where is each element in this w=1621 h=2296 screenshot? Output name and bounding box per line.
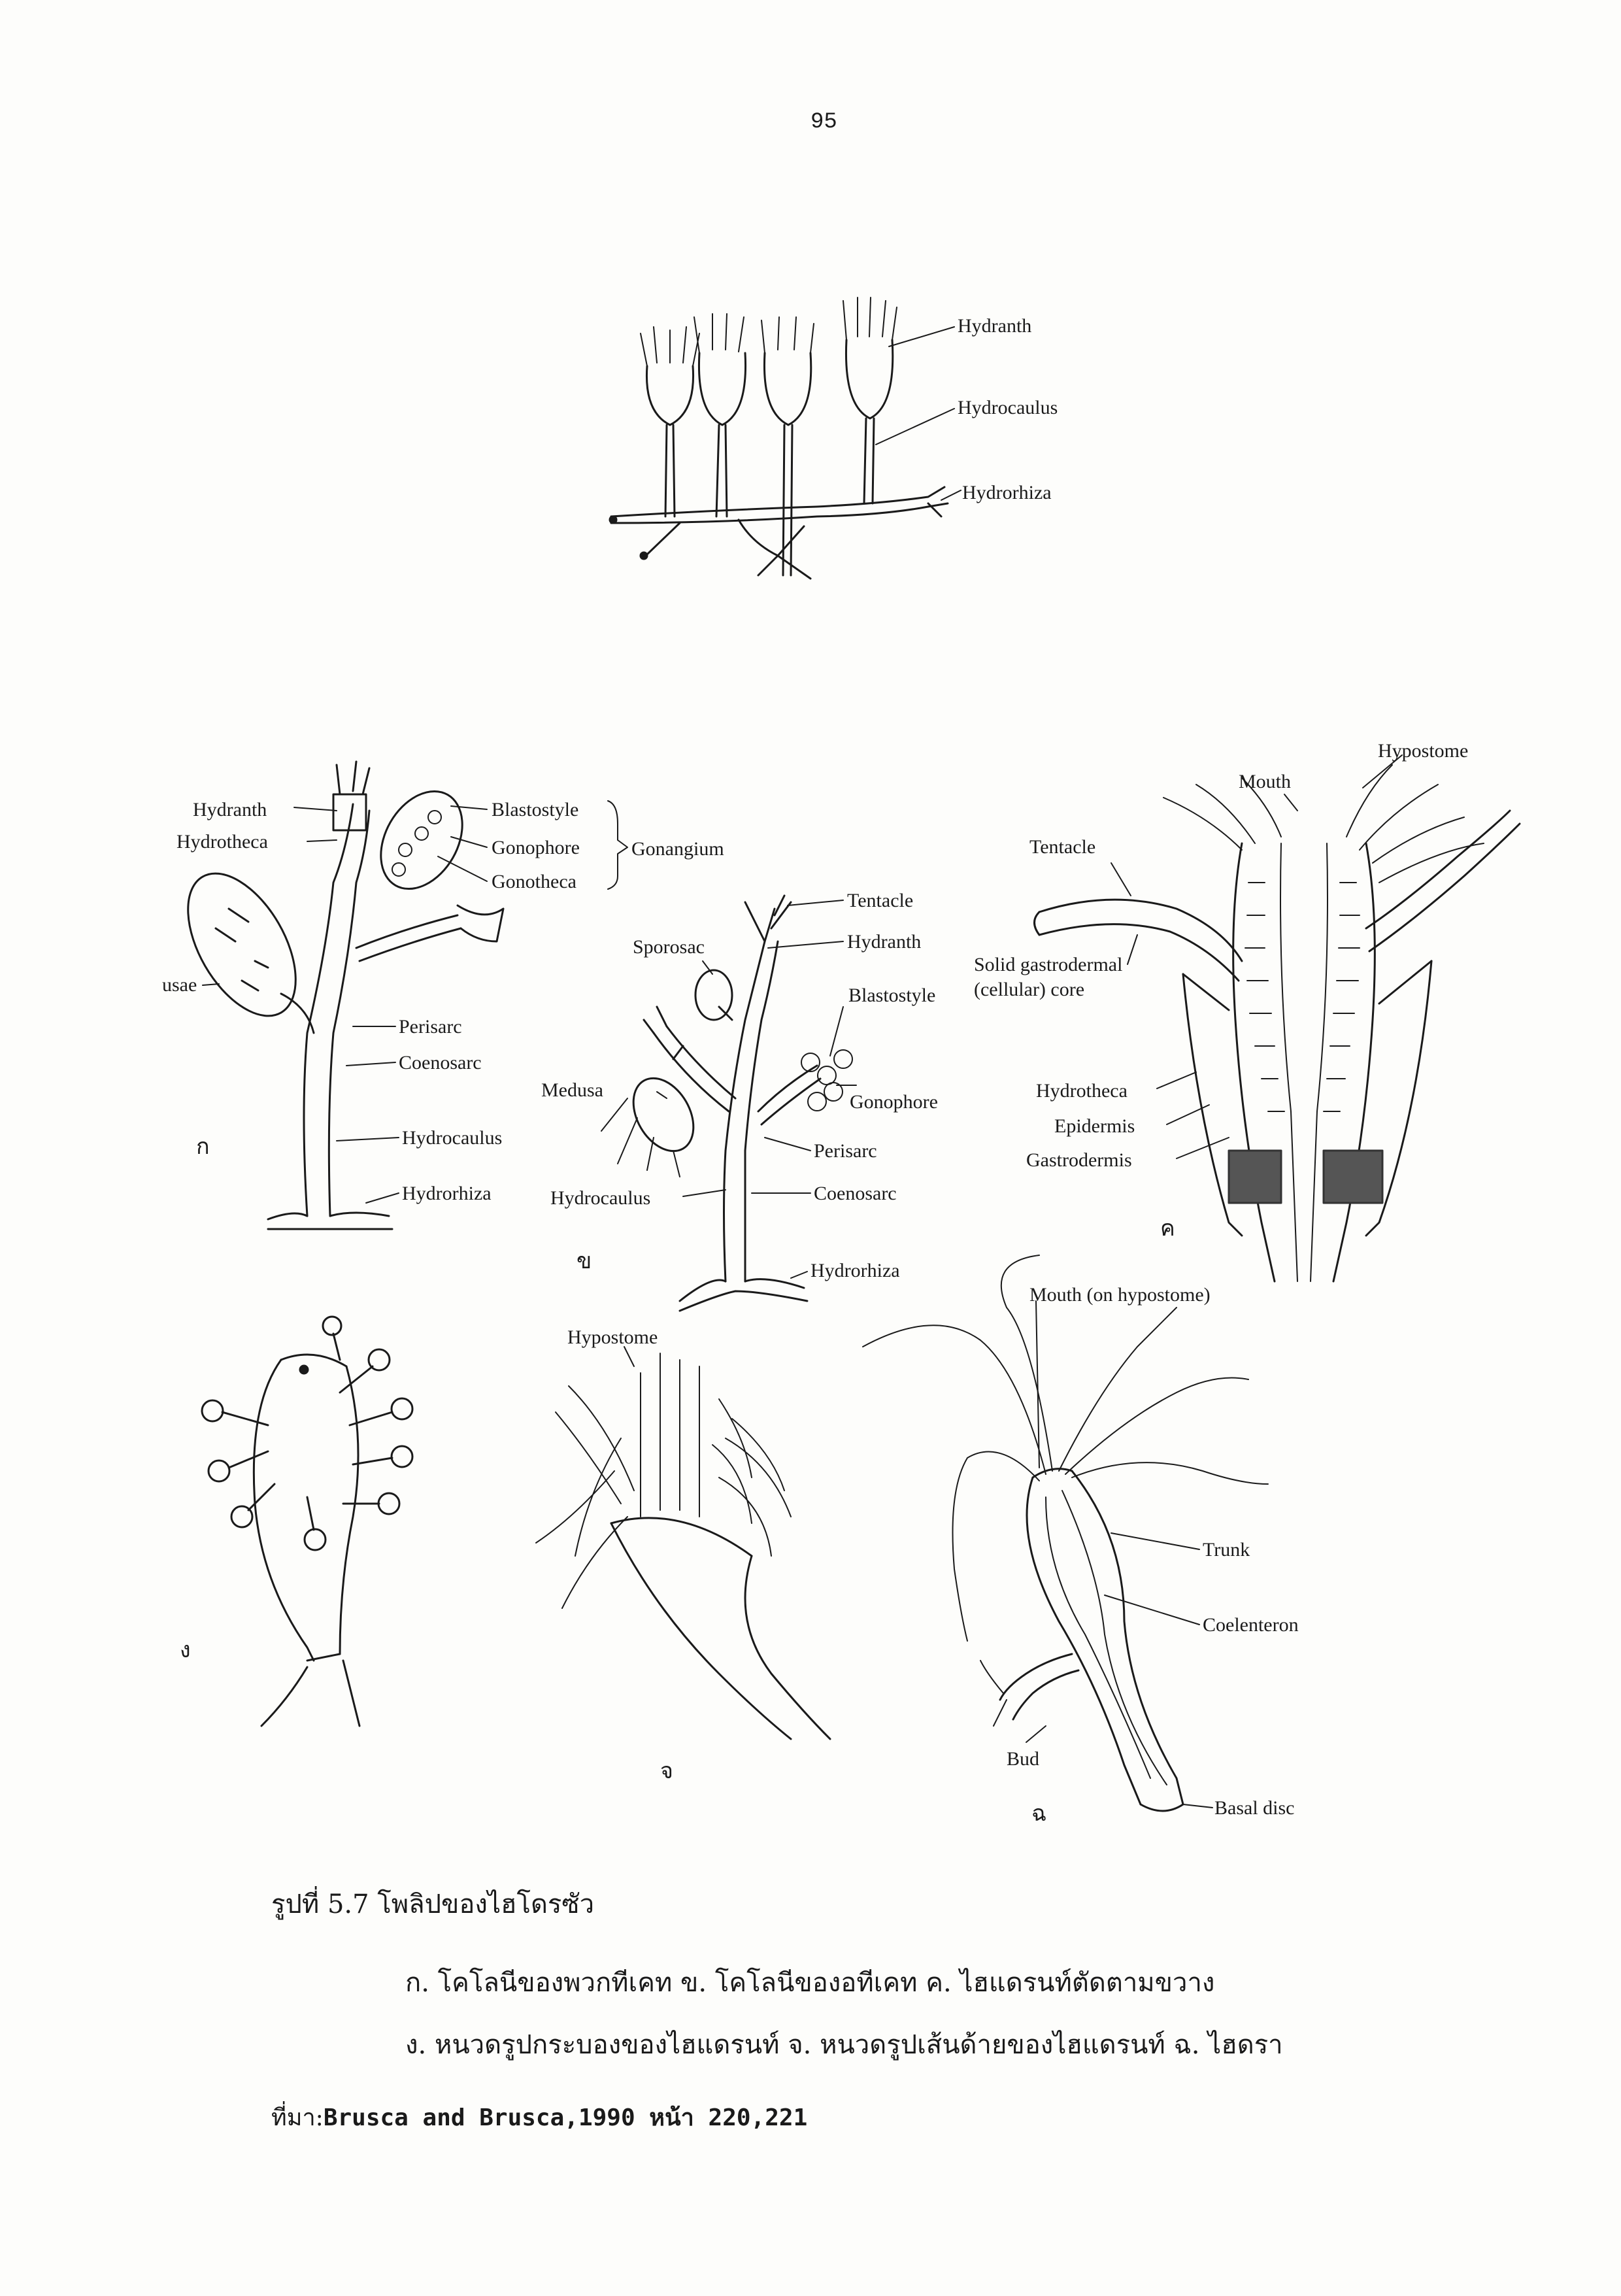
label-b-blastostyle: Blastostyle bbox=[848, 985, 936, 1006]
label-c-epidermis: Epidermis bbox=[1054, 1115, 1135, 1137]
label-c-solid-core-1: Solid gastrodermal bbox=[974, 954, 1123, 975]
label-a-hydrocaulus: Hydrocaulus bbox=[402, 1127, 503, 1149]
figure-a-letter: ก bbox=[196, 1135, 210, 1159]
caption-source-prefix: ที่มา: bbox=[271, 2104, 324, 2131]
caption-line-2: ง. หนวดรูปกระบองของไฮแดรนท์ จ. หนวดรูปเส้นด้ายของไฮแดรนท์ ฉ. ไฮดรา bbox=[405, 2030, 1283, 2060]
figure-c-letter: ค bbox=[1160, 1217, 1175, 1241]
label-e-hypostome: Hypostome bbox=[567, 1326, 658, 1348]
label-f-bud: Bud bbox=[1007, 1748, 1040, 1770]
label-a-coenosarc: Coenosarc bbox=[399, 1052, 482, 1073]
label-c-hydrotheca: Hydrotheca bbox=[1036, 1080, 1128, 1102]
label-f-trunk: Trunk bbox=[1203, 1539, 1250, 1561]
caption-line-1: ก. โคโลนีของพวกทีเคท ข. โคโลนีของอทีเคท ค. ไฮแดรนท์ตัดตามขวาง bbox=[405, 1968, 1215, 1998]
label-a-medusae: usae bbox=[162, 974, 197, 996]
label-c-solid-core-2: (cellular) core bbox=[974, 979, 1085, 1000]
label-top-hydrorhiza: Hydrorhiza bbox=[962, 482, 1052, 503]
label-a-hydrotheca: Hydrotheca bbox=[176, 831, 268, 853]
label-b-medusa: Medusa bbox=[541, 1079, 603, 1101]
label-f-basal-disc: Basal disc bbox=[1214, 1797, 1295, 1819]
figure-d-letter: ง bbox=[180, 1638, 191, 1663]
figure-f-hydra bbox=[863, 1255, 1299, 1826]
label-a-hydrorhiza: Hydrorhiza bbox=[402, 1183, 492, 1204]
caption-title: รูปที่ 5.7 โพลิปของไฮโดรซัว bbox=[271, 1889, 595, 1919]
label-c-hypostome: Hypostome bbox=[1378, 740, 1469, 762]
label-b-tentacle: Tentacle bbox=[847, 890, 914, 911]
caption-source-text: Brusca and Brusca,1990 หน้า 220,221 bbox=[323, 2104, 808, 2131]
label-f-coelenteron: Coelenteron bbox=[1203, 1614, 1299, 1636]
label-b-perisarc: Perisarc bbox=[814, 1140, 877, 1162]
figure-f-letter: ฉ bbox=[1031, 1802, 1047, 1826]
figure-b-letter: ข bbox=[577, 1249, 592, 1274]
label-b-hydrocaulus: Hydrocaulus bbox=[550, 1187, 651, 1209]
label-a-gonangium: Gonangium bbox=[631, 838, 724, 860]
figure-e-filiform-polyp bbox=[536, 1326, 830, 1783]
label-b-hydrorhiza: Hydrorhiza bbox=[811, 1260, 900, 1281]
label-top-hydrocaulus: Hydrocaulus bbox=[958, 397, 1058, 418]
label-f-mouth: Mouth (on hypostome) bbox=[1029, 1284, 1211, 1306]
label-a-blastostyle: Blastostyle bbox=[492, 799, 579, 820]
figure-a-thecate-colony bbox=[162, 762, 724, 1229]
figure-d-capitate-polyp bbox=[180, 1317, 412, 1726]
page-number: 95 bbox=[811, 110, 837, 135]
label-b-sporosac: Sporosac bbox=[633, 936, 705, 958]
label-b-hydranth: Hydranth bbox=[847, 931, 922, 953]
label-a-gonotheca: Gonotheca bbox=[492, 871, 577, 892]
label-c-gastrodermis: Gastrodermis bbox=[1026, 1149, 1132, 1171]
label-top-hydranth: Hydranth bbox=[958, 315, 1032, 337]
figure-c-hydranth-section bbox=[974, 740, 1520, 1281]
figure-e-letter: จ bbox=[660, 1759, 673, 1783]
label-c-tentacle: Tentacle bbox=[1029, 836, 1096, 858]
label-a-hydranth: Hydranth bbox=[193, 799, 267, 820]
label-a-perisarc: Perisarc bbox=[399, 1016, 462, 1038]
label-a-gonophore: Gonophore bbox=[492, 837, 580, 858]
label-b-gonophore: Gonophore bbox=[850, 1091, 938, 1113]
figure-top-colony bbox=[610, 297, 1058, 579]
label-b-coenosarc: Coenosarc bbox=[814, 1183, 897, 1204]
figure-b-athecate-colony bbox=[541, 890, 938, 1311]
label-c-mouth: Mouth bbox=[1239, 771, 1292, 792]
